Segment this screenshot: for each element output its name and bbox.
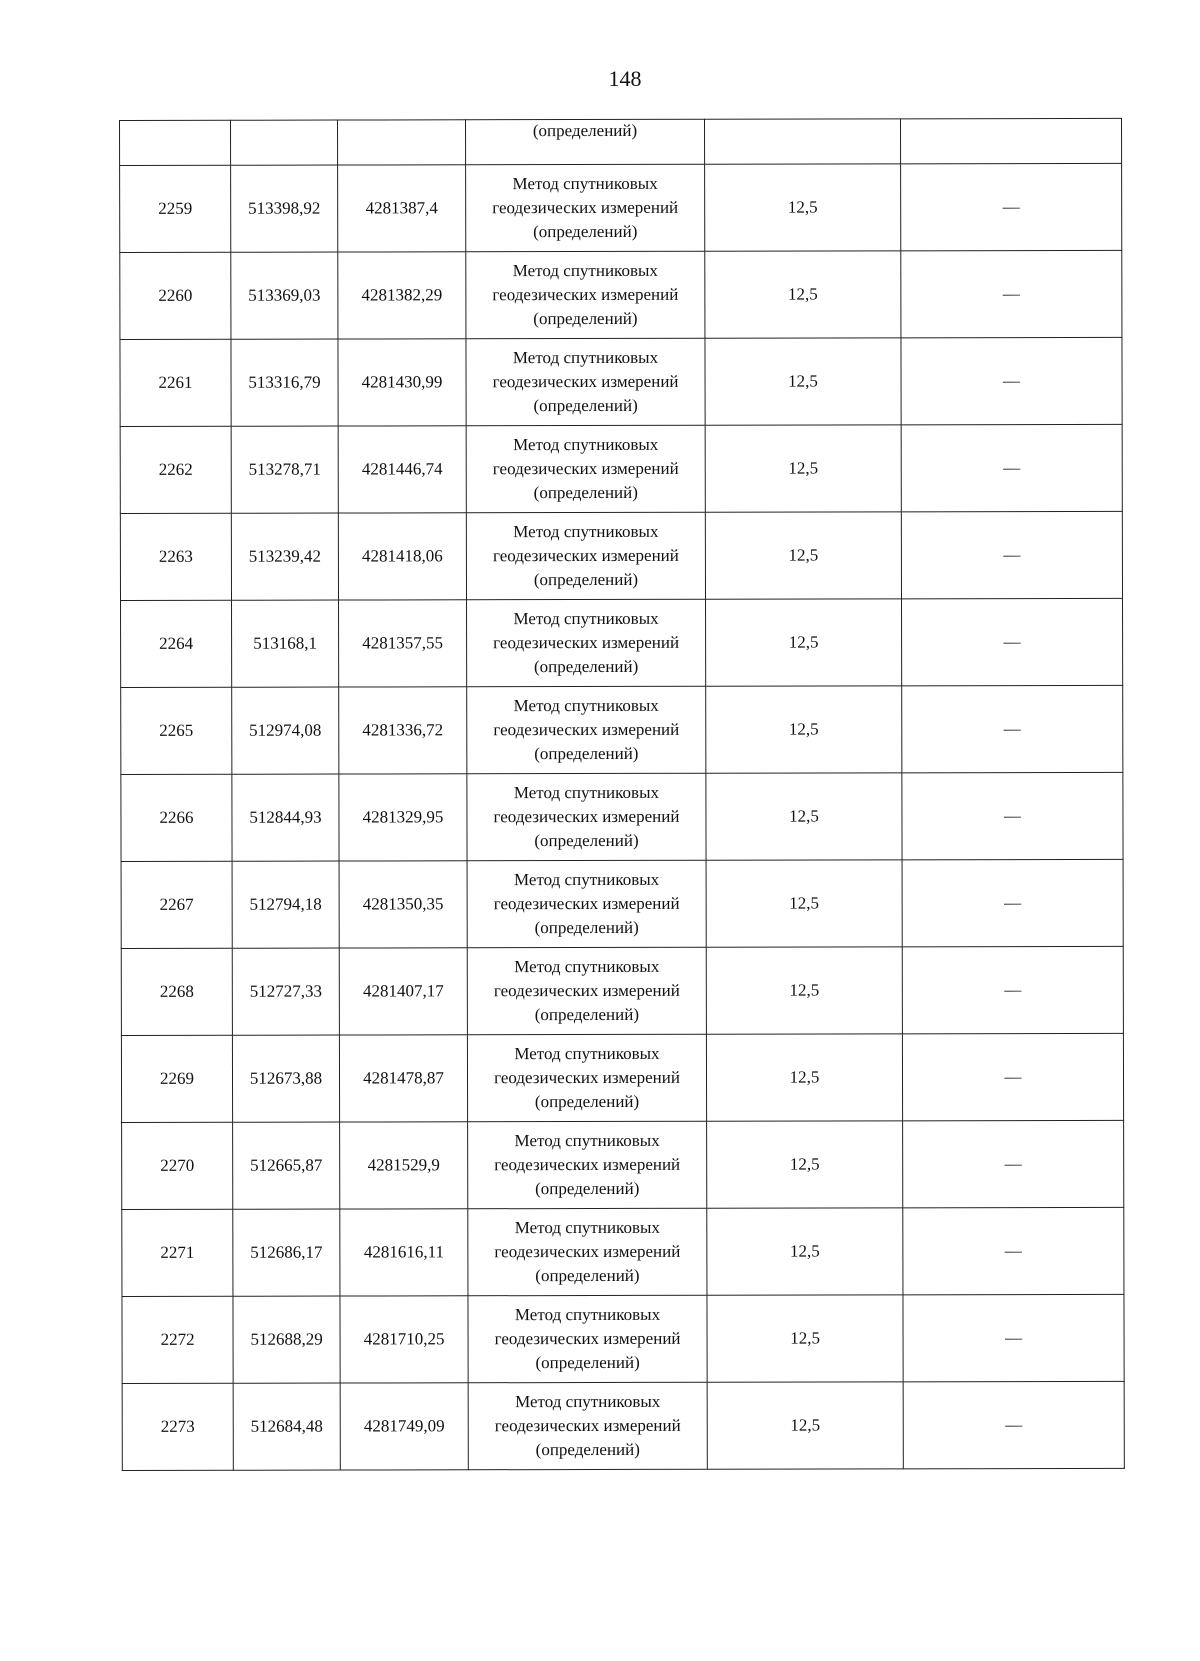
method-cell xyxy=(468,1208,707,1296)
method-line: геодезических измерений xyxy=(492,545,679,566)
method-line: (определений) xyxy=(533,395,638,416)
point-number-cell: 2263 xyxy=(120,513,231,600)
method-line: Метод спутниковых xyxy=(515,1391,661,1412)
x-coordinate-cell: 513316,79 xyxy=(231,339,338,426)
point-number-cell: 2264 xyxy=(121,600,232,687)
table-row xyxy=(122,1381,1124,1470)
note-cell: — xyxy=(902,859,1123,946)
note-cell: — xyxy=(901,163,1122,250)
x-coordinate-cell: 513168,1 xyxy=(232,600,339,687)
method-line: (определений) xyxy=(533,482,638,503)
x-coordinate-cell: 512684,48 xyxy=(233,1383,340,1470)
accuracy-cell: 12,5 xyxy=(706,686,902,773)
x-coordinate-cell: 512727,33 xyxy=(232,948,339,1035)
method-line: (определений) xyxy=(535,1352,640,1373)
y-coordinate-cell: 4281430,99 xyxy=(338,339,466,426)
method-line: геодезических измерений xyxy=(493,806,680,827)
y-coordinate-cell: 4281357,55 xyxy=(339,600,467,687)
method-line: Метод спутниковых xyxy=(514,1130,660,1151)
note-cell: — xyxy=(903,1381,1124,1468)
table-row xyxy=(121,772,1123,861)
table-row xyxy=(120,163,1122,252)
accuracy-cell: 12,5 xyxy=(705,512,901,599)
method-cell xyxy=(467,686,706,774)
note-cell: — xyxy=(903,1294,1124,1381)
method-line: Метод спутниковых xyxy=(513,869,660,890)
point-number-cell: 2269 xyxy=(121,1035,232,1122)
method-line: (определений) xyxy=(533,656,639,677)
table-row xyxy=(122,1207,1124,1296)
y-coordinate-cell: 4281350,35 xyxy=(339,861,467,948)
method-cell xyxy=(467,860,706,948)
method-line: (определений) xyxy=(534,1091,640,1112)
point-number-cell: 2270 xyxy=(122,1122,233,1209)
point-number-cell: 2259 xyxy=(120,165,231,252)
point-number-cell: 2262 xyxy=(120,426,231,513)
y-coordinate-cell: 4281329,95 xyxy=(339,774,467,861)
accuracy-cell: 12,5 xyxy=(705,338,901,425)
note-cell: — xyxy=(901,337,1122,424)
accuracy-cell: 12,5 xyxy=(706,599,902,686)
method-line: геодезических измерений xyxy=(492,458,679,479)
method-line: Метод спутниковых xyxy=(513,782,660,803)
method-line: Метод спутниковых xyxy=(513,695,659,716)
method-line: Метод спутниковых xyxy=(514,956,660,977)
method-line: (определений) xyxy=(535,1265,640,1286)
method-line: геодезических измерений xyxy=(492,197,679,218)
method-line: (определений) xyxy=(534,743,639,764)
y-coordinate-cell xyxy=(338,120,466,165)
x-coordinate-cell: 512688,29 xyxy=(233,1296,340,1383)
x-coordinate-cell: 512794,18 xyxy=(232,861,339,948)
method-cell xyxy=(467,1034,706,1122)
note-cell: — xyxy=(901,511,1122,598)
note-cell: — xyxy=(901,424,1122,511)
accuracy-cell: 12,5 xyxy=(707,1121,903,1208)
y-coordinate-cell: 4281382,29 xyxy=(338,252,466,339)
point-number-cell: 2265 xyxy=(121,687,232,774)
accuracy-cell: 12,5 xyxy=(706,773,902,860)
method-cell xyxy=(466,338,705,426)
y-coordinate-cell: 4281418,06 xyxy=(338,513,466,600)
y-coordinate-cell: 4281710,25 xyxy=(340,1296,468,1383)
table-row xyxy=(120,511,1122,600)
method-line: Метод спутниковых xyxy=(512,260,658,281)
method-line: геодезических измерений xyxy=(493,632,680,653)
table-row xyxy=(121,946,1123,1035)
x-coordinate-cell: 513398,92 xyxy=(231,165,338,252)
table-row xyxy=(122,1294,1124,1383)
point-number-cell: 2271 xyxy=(122,1209,233,1296)
method-line: (определений) xyxy=(535,1178,640,1199)
method-line: (определений) xyxy=(534,1004,640,1025)
method-line: Метод спутниковых xyxy=(514,1043,660,1064)
y-coordinate-cell: 4281616,11 xyxy=(340,1209,468,1296)
table-row xyxy=(121,598,1123,687)
y-coordinate-cell: 4281336,72 xyxy=(339,687,467,774)
method-line: геодезических измерений xyxy=(494,1415,681,1436)
method-cell xyxy=(468,1295,707,1383)
method-line: (определений) xyxy=(534,830,639,851)
note-cell: — xyxy=(903,1120,1124,1207)
note-cell: — xyxy=(902,685,1123,772)
continuation-row xyxy=(120,118,1122,165)
point-number-cell: 2260 xyxy=(120,252,231,339)
accuracy-cell xyxy=(704,119,900,164)
point-number-cell xyxy=(120,120,231,165)
table-row xyxy=(121,859,1123,948)
x-coordinate-cell: 513369,03 xyxy=(231,252,338,339)
note-cell: — xyxy=(902,946,1123,1033)
coordinates-table-body xyxy=(120,118,1125,1470)
method-cell xyxy=(467,599,706,687)
accuracy-cell: 12,5 xyxy=(706,1034,902,1121)
accuracy-cell: 12,5 xyxy=(705,425,901,512)
method-cell xyxy=(466,251,705,339)
note-cell: — xyxy=(902,1033,1123,1120)
accuracy-cell: 12,5 xyxy=(706,860,902,947)
method-cell xyxy=(466,164,705,252)
x-coordinate-cell: 512686,17 xyxy=(233,1209,340,1296)
x-coordinate-cell xyxy=(231,120,338,165)
method-line: Метод спутниковых xyxy=(512,173,658,194)
method-line: геодезических измерений xyxy=(494,1328,681,1349)
note-cell xyxy=(900,118,1121,163)
method-cell xyxy=(467,947,706,1035)
method-line: геодезических измерений xyxy=(493,893,680,914)
x-coordinate-cell: 512974,08 xyxy=(232,687,339,774)
x-coordinate-cell: 512844,93 xyxy=(232,774,339,861)
table-row xyxy=(120,337,1122,426)
accuracy-cell: 12,5 xyxy=(707,1382,903,1469)
point-number-cell: 2267 xyxy=(121,861,232,948)
method-line: Метод спутниковых xyxy=(514,1217,660,1238)
method-line: Метод спутниковых xyxy=(512,347,659,368)
method-line: Метод спутниковых xyxy=(513,434,659,455)
accuracy-cell: 12,5 xyxy=(705,251,901,338)
table-row xyxy=(120,424,1122,513)
point-number-cell: 2272 xyxy=(122,1296,233,1383)
method-line: (определений) xyxy=(535,1439,640,1460)
x-coordinate-cell: 512665,87 xyxy=(233,1122,340,1209)
accuracy-cell: 12,5 xyxy=(707,1208,903,1295)
note-cell: — xyxy=(902,598,1123,685)
y-coordinate-cell: 4281529,9 xyxy=(340,1122,468,1209)
method-cell xyxy=(468,1121,707,1209)
point-number-cell: 2273 xyxy=(122,1383,233,1470)
table-row xyxy=(122,1120,1124,1209)
method-line: геодезических измерений xyxy=(494,1154,681,1175)
accuracy-cell: 12,5 xyxy=(706,947,902,1034)
method-line: Метод спутниковых xyxy=(514,1304,661,1325)
method-line: геодезических измерений xyxy=(493,719,680,740)
method-line: (определений) xyxy=(533,569,639,590)
coordinates-table xyxy=(119,118,1125,1471)
y-coordinate-cell: 4281387,4 xyxy=(338,165,466,252)
method-line: Метод спутниковых xyxy=(513,521,659,542)
y-coordinate-cell: 4281407,17 xyxy=(339,948,467,1035)
method-line: геодезических измерений xyxy=(494,1067,680,1088)
point-number-cell: 2261 xyxy=(120,339,231,426)
y-coordinate-cell: 4281478,87 xyxy=(339,1035,467,1122)
note-cell: — xyxy=(902,772,1123,859)
method-cell xyxy=(466,425,705,513)
y-coordinate-cell: 4281749,09 xyxy=(340,1383,468,1470)
method-line: (определений) xyxy=(533,308,638,329)
method-cell: (определений) xyxy=(466,119,705,165)
method-line: (определений) xyxy=(533,221,638,242)
method-line: (определений) xyxy=(534,917,639,938)
y-coordinate-cell: 4281446,74 xyxy=(338,426,466,513)
method-line: Метод спутниковых xyxy=(513,608,659,629)
accuracy-cell: 12,5 xyxy=(705,164,901,251)
method-line: геодезических измерений xyxy=(492,371,679,392)
method-cell xyxy=(468,1382,707,1470)
point-number-cell: 2268 xyxy=(121,948,232,1035)
method-cell xyxy=(467,773,706,861)
note-cell: — xyxy=(903,1207,1124,1294)
x-coordinate-cell: 512673,88 xyxy=(232,1035,339,1122)
method-cell xyxy=(466,512,705,600)
table-row xyxy=(121,685,1123,774)
method-line: геодезических измерений xyxy=(494,1241,681,1262)
note-cell: — xyxy=(901,250,1122,337)
x-coordinate-cell: 513278,71 xyxy=(231,426,338,513)
x-coordinate-cell: 513239,42 xyxy=(231,513,338,600)
point-number-cell: 2266 xyxy=(121,774,232,861)
method-line: геодезических измерений xyxy=(493,980,680,1001)
method-line: геодезических измерений xyxy=(492,284,679,305)
page-number: 148 xyxy=(608,66,642,91)
table-row xyxy=(120,250,1122,339)
accuracy-cell: 12,5 xyxy=(707,1295,903,1382)
table-row xyxy=(121,1033,1123,1122)
